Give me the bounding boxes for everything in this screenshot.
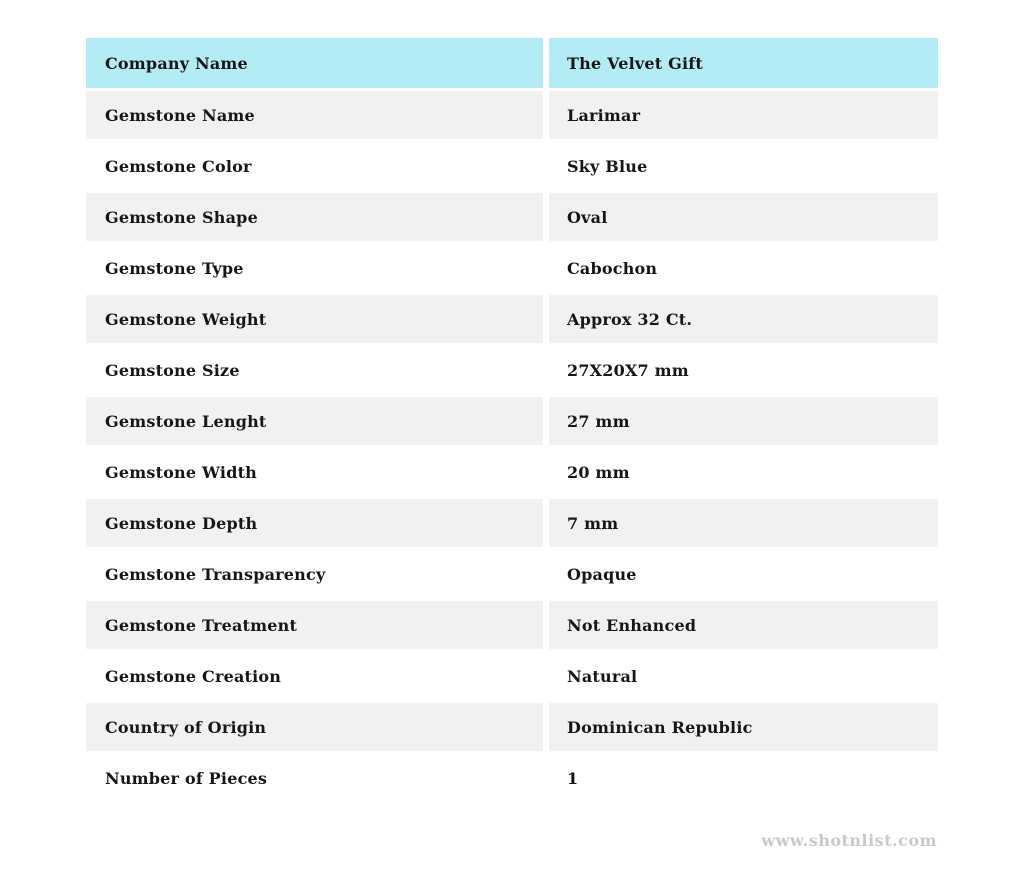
attribute-cell [86, 142, 543, 190]
table-row-number-of-pieces [86, 754, 938, 802]
value-text: Cabochon [567, 258, 658, 278]
value-text: 1 [567, 768, 579, 788]
value-cell [549, 244, 938, 292]
value-cell [549, 193, 938, 241]
attribute-cell [86, 193, 543, 241]
value-text: Oval [567, 207, 608, 227]
attribute-cell [86, 652, 543, 700]
table-row-gemstone-width [86, 448, 938, 496]
value-cell [549, 601, 938, 649]
value-cell [549, 142, 938, 190]
value-text: Natural [567, 666, 638, 686]
attribute-label: Gemstone Transparency [105, 564, 326, 584]
table-row-gemstone-creation [86, 652, 938, 700]
value-cell [549, 754, 938, 802]
attribute-cell [86, 295, 543, 343]
table-row-gemstone-type [86, 244, 938, 292]
value-text: Opaque [567, 564, 637, 584]
table-row-gemstone-size [86, 346, 938, 394]
value-text: 27X20X7 mm [567, 360, 689, 380]
value-cell [549, 397, 938, 445]
table-row-gemstone-weight [86, 295, 938, 343]
table-header-row [86, 38, 938, 88]
table-row-gemstone-transparency [86, 550, 938, 598]
value-cell [549, 448, 938, 496]
attribute-cell [86, 754, 543, 802]
value-cell [549, 703, 938, 751]
attribute-cell [86, 397, 543, 445]
value-cell [549, 499, 938, 547]
attribute-cell [86, 550, 543, 598]
value-cell [549, 91, 938, 139]
table-row-gemstone-depth [86, 499, 938, 547]
value-text: Larimar [567, 105, 641, 125]
value-cell [549, 652, 938, 700]
attribute-label: Gemstone Treatment [105, 615, 298, 635]
attribute-cell [86, 601, 543, 649]
table-row-gemstone-treatment [86, 601, 938, 649]
value-text: 7 mm [567, 513, 619, 533]
table-row-gemstone-lenght [86, 397, 938, 445]
attribute-cell [86, 91, 543, 139]
value-text: Dominican Republic [567, 717, 753, 737]
attribute-label: Gemstone Shape [105, 207, 258, 227]
header-attribute-cell [86, 38, 543, 88]
attribute-cell [86, 346, 543, 394]
attribute-label: Gemstone Color [105, 156, 252, 176]
attribute-label: Gemstone Type [105, 258, 244, 278]
table-row-gemstone-shape [86, 193, 938, 241]
value-text: 20 mm [567, 462, 630, 482]
value-cell [549, 346, 938, 394]
attribute-label: Gemstone Weight [105, 309, 267, 329]
header-value-label: The Velvet Gift [567, 53, 703, 73]
watermark-text: www.shotnlist.com [761, 831, 937, 850]
attribute-label: Gemstone Name [105, 105, 255, 125]
attribute-label: Gemstone Width [105, 462, 258, 482]
attribute-label: Gemstone Size [105, 360, 240, 380]
attribute-cell [86, 499, 543, 547]
value-cell [549, 550, 938, 598]
value-text: Sky Blue [567, 156, 648, 176]
attribute-cell [86, 448, 543, 496]
table-row-gemstone-name [86, 91, 938, 139]
table-row-country-of-origin [86, 703, 938, 751]
attribute-label: Gemstone Lenght [105, 411, 267, 431]
value-cell [549, 295, 938, 343]
gemstone-spec-table [86, 38, 938, 805]
header-value-cell [549, 38, 938, 88]
table-row-gemstone-color [86, 142, 938, 190]
value-text: Approx 32 Ct. [567, 309, 693, 329]
attribute-label: Gemstone Depth [105, 513, 258, 533]
attribute-label: Country of Origin [105, 717, 267, 737]
attribute-label: Gemstone Creation [105, 666, 282, 686]
attribute-cell [86, 244, 543, 292]
value-text: Not Enhanced [567, 615, 697, 635]
value-text: 27 mm [567, 411, 630, 431]
header-attribute-label: Company Name [105, 53, 248, 73]
attribute-cell [86, 703, 543, 751]
attribute-label: Number of Pieces [105, 768, 268, 788]
